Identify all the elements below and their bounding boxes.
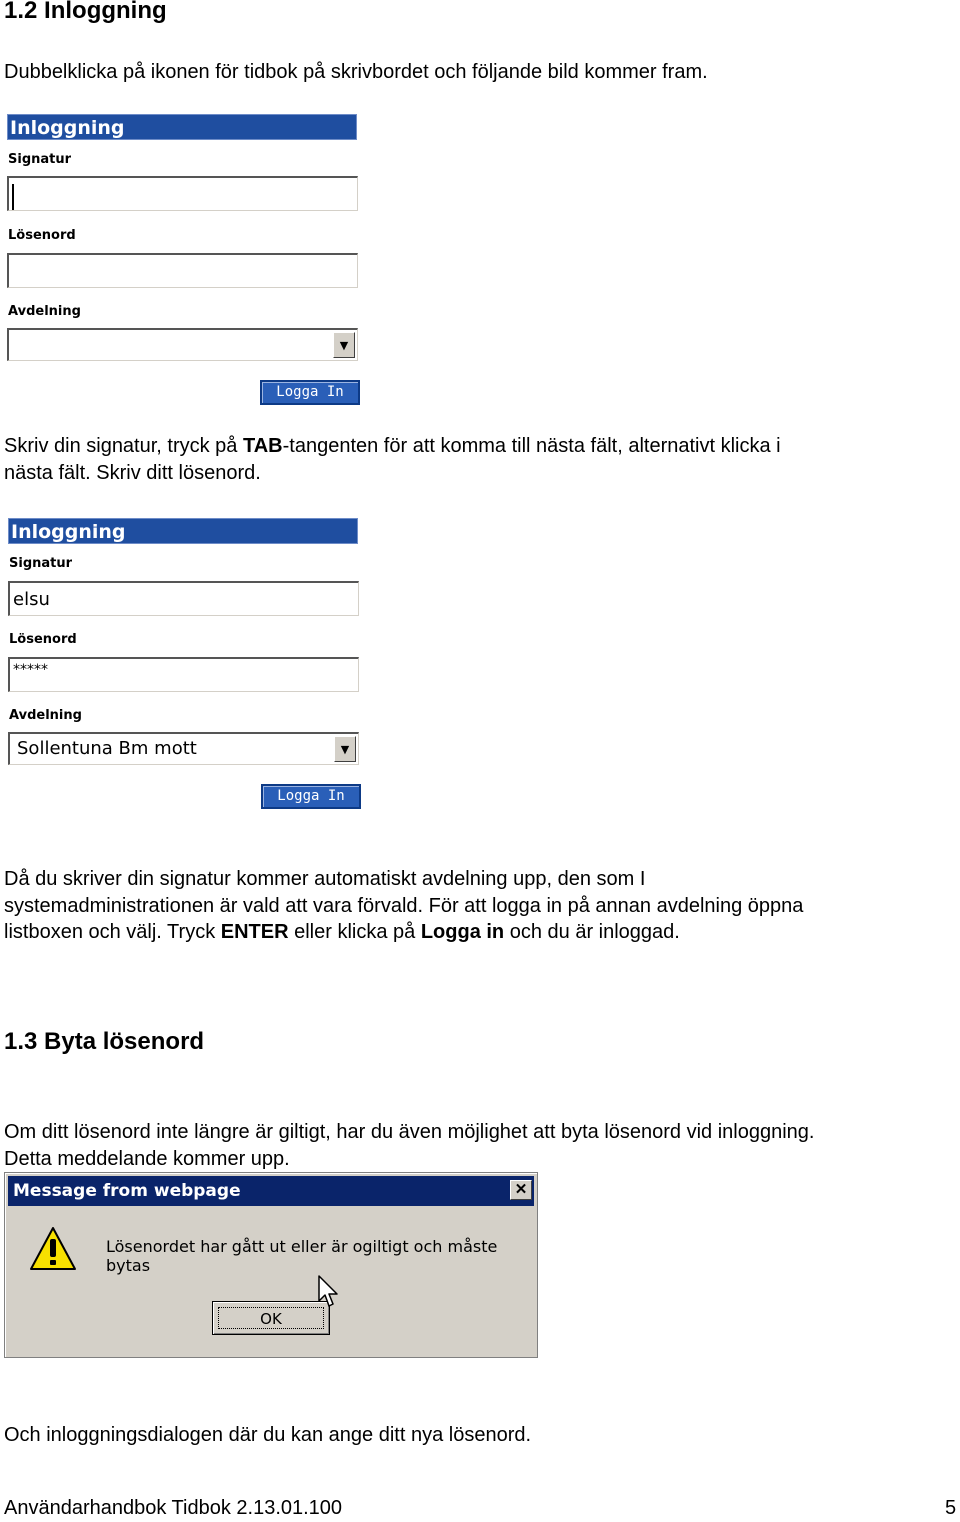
dialog-message: Lösenordet har gått ut eller är ogiltigt och måste bytas [106, 1237, 498, 1275]
login-reference: Logga in [420, 921, 505, 943]
department-label: Avdelning [8, 304, 81, 319]
signature-input[interactable] [8, 581, 359, 616]
tab-text-2: -tangenten för att komma till nästa fält, alternativt klicka i [282, 435, 781, 457]
login-form-filled [8, 518, 360, 813]
signature-value: elsu [13, 589, 50, 610]
dialog-title: Message from webpage [8, 1176, 534, 1206]
mouse-pointer-icon [318, 1275, 340, 1309]
signature-input[interactable] [7, 176, 358, 211]
signature-label: Signatur [9, 556, 73, 571]
ok-label: OK [218, 1307, 324, 1329]
tab-text-3: nästa fält. Skriv ditt lösenord. [4, 461, 261, 484]
signature-label: Signatur [8, 152, 72, 167]
dept-line-1: Då du skriver din signatur kommer automatiskt avdelning upp, den som I [4, 868, 646, 890]
dept-line-3b: eller klicka på [288, 921, 421, 943]
login-form-title: Inloggning [7, 114, 357, 140]
section-heading-change-password: 1.3 Byta lösenord [4, 1028, 205, 1055]
department-select[interactable] [7, 328, 358, 361]
dept-line-2: systemadministrationen är vald att vara förvald. För att logga in på annan avdelning öppna [4, 894, 804, 917]
department-paragraph [4, 866, 803, 946]
footer-title: Användarhandbok Tidbok 2.13.01.100 [4, 1497, 343, 1519]
warning-icon [29, 1226, 77, 1272]
close-icon[interactable]: ✕ [510, 1180, 532, 1200]
message-dialog [4, 1172, 538, 1358]
dept-line-3a: listboxen och välj. Tryck [4, 921, 221, 943]
login-form-empty [7, 114, 359, 409]
cp-line-1: Om ditt lösenord inte längre är giltigt, har du även möjlighet att byta lösenord vid inloggning. [4, 1121, 815, 1143]
ok-button[interactable] [212, 1301, 330, 1335]
password-label: Lösenord [9, 632, 77, 647]
chevron-down-icon[interactable]: ▼ [333, 332, 355, 358]
page-number: 5 [945, 1497, 957, 1519]
login-button[interactable]: Logga In [261, 784, 361, 809]
password-input[interactable] [7, 253, 358, 288]
password-value: ***** [13, 662, 48, 678]
password-label: Lösenord [8, 228, 76, 243]
tab-instruction-paragraph [4, 433, 781, 486]
login-form-title: Inloggning [8, 518, 358, 544]
chevron-down-icon[interactable]: ▼ [334, 736, 356, 762]
department-label: Avdelning [9, 708, 82, 723]
change-password-paragraph [4, 1119, 814, 1172]
department-select[interactable] [8, 732, 359, 765]
password-input[interactable] [8, 657, 359, 692]
cp-line-2: Detta meddelande kommer upp. [4, 1147, 290, 1170]
section-heading-login: 1.2 Inloggning [4, 0, 167, 24]
enter-key-label: ENTER [220, 921, 289, 943]
intro-paragraph: Dubbelklicka på ikonen för tidbok på skrivbordet och följande bild kommer fram. [4, 61, 708, 83]
department-value: Sollentuna Bm mott [17, 738, 197, 759]
closing-paragraph: Och inloggningsdialogen där du kan ange ditt nya lösenord. [4, 1424, 532, 1446]
text-caret [12, 184, 14, 210]
login-button[interactable]: Logga In [260, 380, 360, 405]
dept-line-3c: och du är inloggad. [504, 921, 680, 943]
tab-key-label: TAB [242, 435, 283, 457]
tab-text-1: Skriv din signatur, tryck på [4, 435, 243, 457]
